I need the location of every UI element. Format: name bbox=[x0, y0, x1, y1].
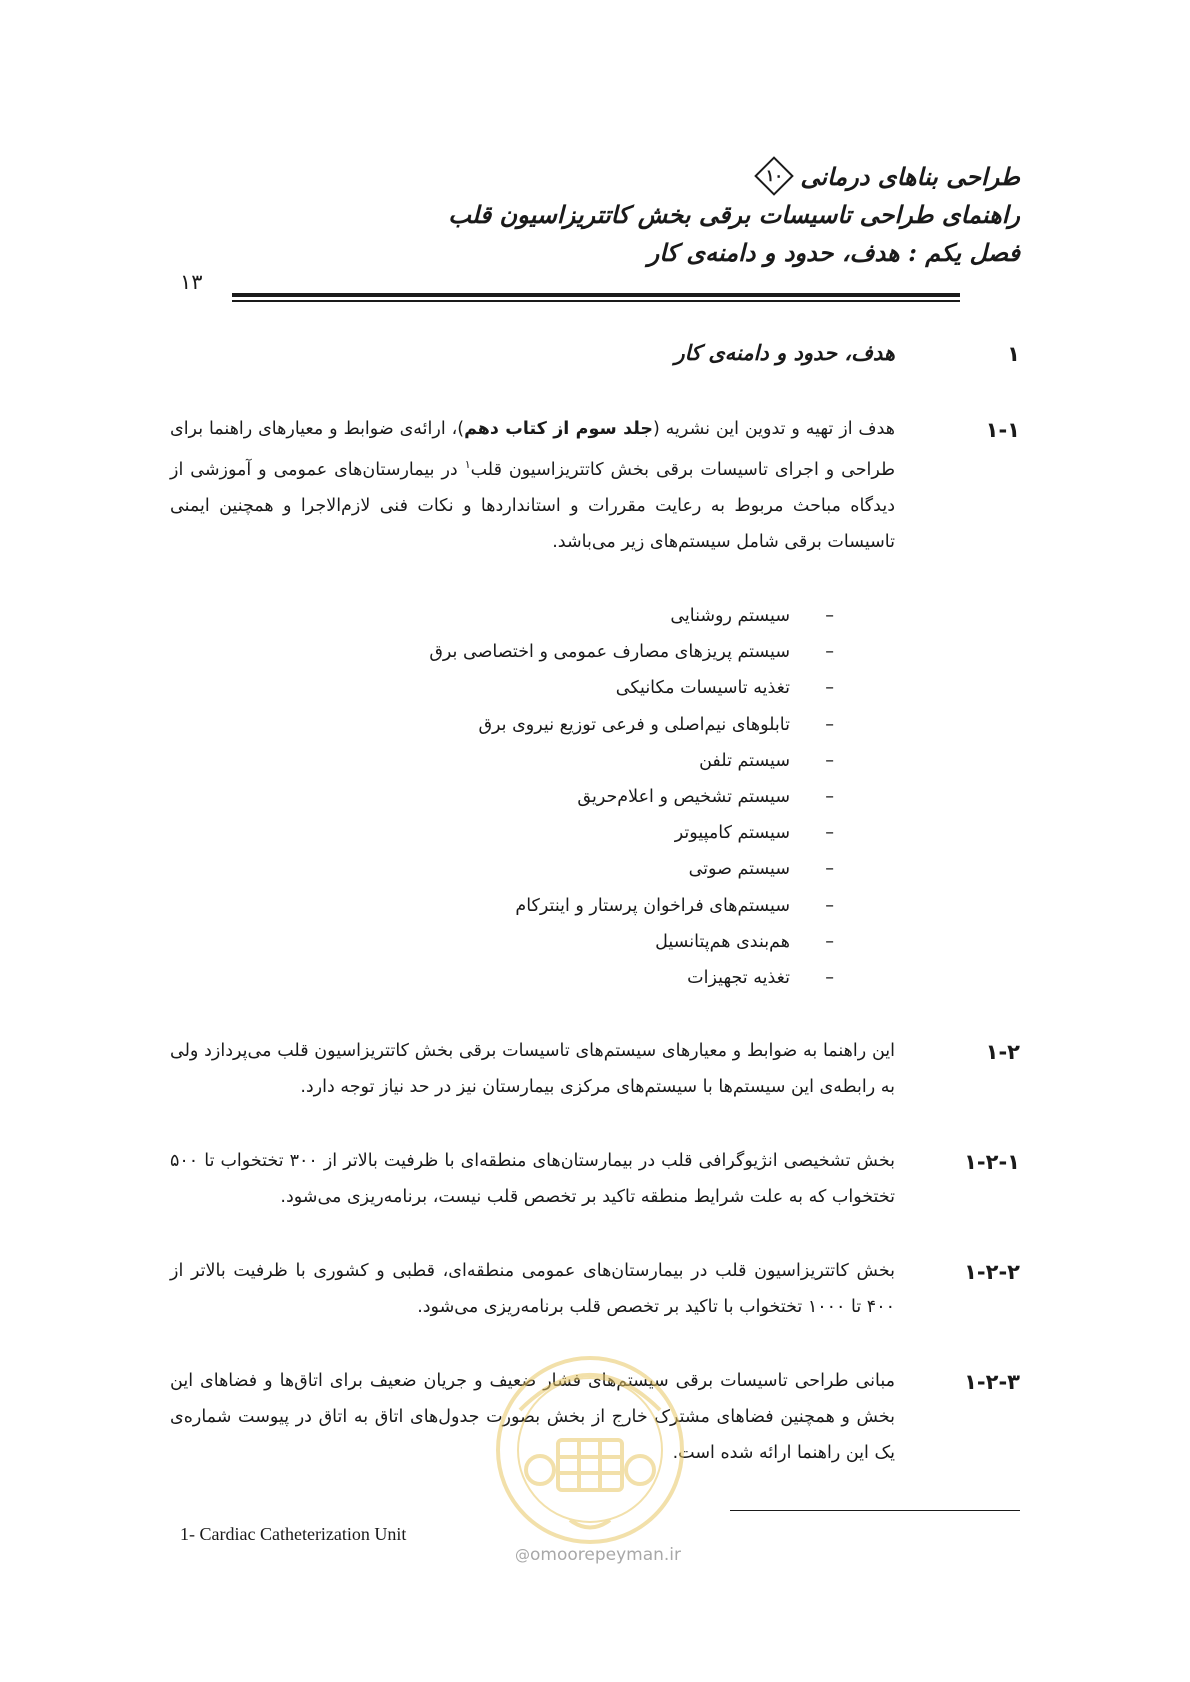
list-item: –تغذیه تجهیزات bbox=[429, 960, 834, 996]
clause-1-1-number: ۱-۱ bbox=[985, 418, 1020, 442]
dash-icon: – bbox=[825, 714, 834, 735]
list-item: –تغذیه تاسیسات مکانیکی bbox=[429, 670, 834, 706]
list-item: –سیستم روشنایی bbox=[429, 598, 834, 634]
volume-badge bbox=[754, 156, 794, 196]
systems-list bbox=[429, 598, 834, 996]
list-item: –سیستم تلفن bbox=[429, 743, 834, 779]
footnote-ref: ۱ bbox=[464, 458, 471, 471]
header-guide-title: راهنمای طراحی تاسیسات برقی بخش کاتتریزاسیون قلب bbox=[448, 200, 1020, 229]
clause-1-1-text: هدف از تهیه و تدوین این نشریه (جلد سوم از کتاب دهم)، ارائه‌ی ضوابط و معیارهای راهنما برای طراحی و اجرای تاسیسات برقی بخش کاتتریزاسیون قلب$^۱$ در بیمارستان‌های عمومی و آموزشی از دیدگاه مباحث مربوط به رعایت مقررات و استانداردها و نکات فنی لازم‌الاجرا و همچنین ایمنی تاسیسات برقی شامل سیستم‌های زیر می‌باشد. bbox=[170, 419, 896, 552]
dash-icon: – bbox=[825, 823, 834, 844]
dash-icon: – bbox=[825, 967, 834, 988]
list-item: –سیستم صوتی bbox=[429, 851, 834, 887]
list-item: –سیستم پریزهای مصارف عمومی و اختصاصی برق bbox=[429, 634, 834, 670]
list-item: –سیستم‌های فراخوان پرستار و اینترکام bbox=[429, 888, 834, 924]
clause-1-2-text: این راهنما به ضوابط و معیارهای سیستم‌های تاسیسات برقی بخش کاتتریزاسیون قلب می‌پردازد ولی به رابطه‌ی این سیستم‌ها با سیستم‌های مرکزی بیمارستان نیز در حد نیاز توجه دارد. bbox=[170, 1041, 895, 1097]
header-series-title bbox=[754, 156, 1020, 196]
dash-icon: – bbox=[825, 931, 834, 952]
list-item: –تابلوهای نیم‌اصلی و فرعی توزیع نیروی برق bbox=[429, 707, 834, 743]
list-item: –سیستم تشخیص و اعلام‌حریق bbox=[429, 779, 834, 815]
dash-icon: – bbox=[825, 750, 834, 771]
clause-1-2-3-text: مبانی طراحی تاسیسات برقی سیستم‌های فشار ضعیف و جریان ضعیف برای اتاق‌ها و فضاهای این بخش و همچنین فضاهای مشترک خارج از بخش بصورت جدول‌های اتاق به اتاق در پیوست شماره‌ی یک این راهنما ارائه شده است. bbox=[170, 1371, 895, 1463]
footnote: 1- Cardiac Catheterization Unit bbox=[180, 1524, 407, 1544]
dash-icon: – bbox=[825, 642, 834, 663]
dash-icon: – bbox=[825, 859, 834, 880]
clause-1-2-2-text: بخش کاتتریزاسیون قلب در بیمارستان‌های عمومی منطقه‌ای، قطبی و کشوری با ظرفیت بالاتر از ۴۰۰ تا ۱۰۰۰ تختخواب با تاکید بر تخصص قلب برنامه‌ریزی می‌شود. bbox=[170, 1261, 895, 1317]
clause-1-2-3-number: ۱-۲-۳ bbox=[964, 1370, 1020, 1394]
clause-1-2-1-text: بخش تشخیصی انژیوگرافی قلب در بیمارستان‌های منطقه‌ای با ظرفیت بالاتر از ۳۰۰ تختخواب تا ۵۰۰ تختخواب که به علت شرایط منطقه تاکید بر تخصص قلب نیست، برنامه‌ریزی می‌شود. bbox=[170, 1151, 896, 1207]
header-chapter-title: فصل یکم : هدف، حدود و دامنه‌ی کار bbox=[647, 238, 1020, 267]
clause-1-2-number: ۱-۲ bbox=[985, 1040, 1020, 1064]
clause-1-2-1-number: ۱-۲-۱ bbox=[964, 1150, 1020, 1174]
watermark-url: @omoorepeyman.ir bbox=[514, 1545, 682, 1565]
dash-icon: – bbox=[825, 895, 834, 916]
watermark-seal-icon bbox=[480, 1330, 700, 1560]
at-icon: @ bbox=[514, 1546, 530, 1564]
section-number: ۱ bbox=[1007, 342, 1020, 366]
dash-icon: – bbox=[825, 606, 834, 626]
page-number: ۱۳ bbox=[180, 270, 203, 294]
footnote-rule bbox=[730, 1510, 1020, 1511]
dash-icon: – bbox=[825, 786, 834, 807]
dash-icon: – bbox=[825, 678, 834, 699]
section-title: هدف، حدود و دامنه‌ی کار bbox=[674, 340, 895, 365]
clause-1-2-2-number: ۱-۲-۲ bbox=[964, 1260, 1020, 1284]
list-item: –سیستم کامپیوتر bbox=[429, 815, 834, 851]
bold-volume-ref: جلد سوم از کتاب دهم bbox=[464, 419, 653, 439]
header-rule-thin bbox=[232, 300, 960, 302]
header-series-text: طراحی بناهای درمانی bbox=[800, 161, 1020, 191]
header-rule-thick bbox=[232, 293, 960, 297]
volume-number: ۱۰ bbox=[765, 166, 783, 185]
list-item: –هم‌بندی هم‌پتانسیل bbox=[429, 924, 834, 960]
